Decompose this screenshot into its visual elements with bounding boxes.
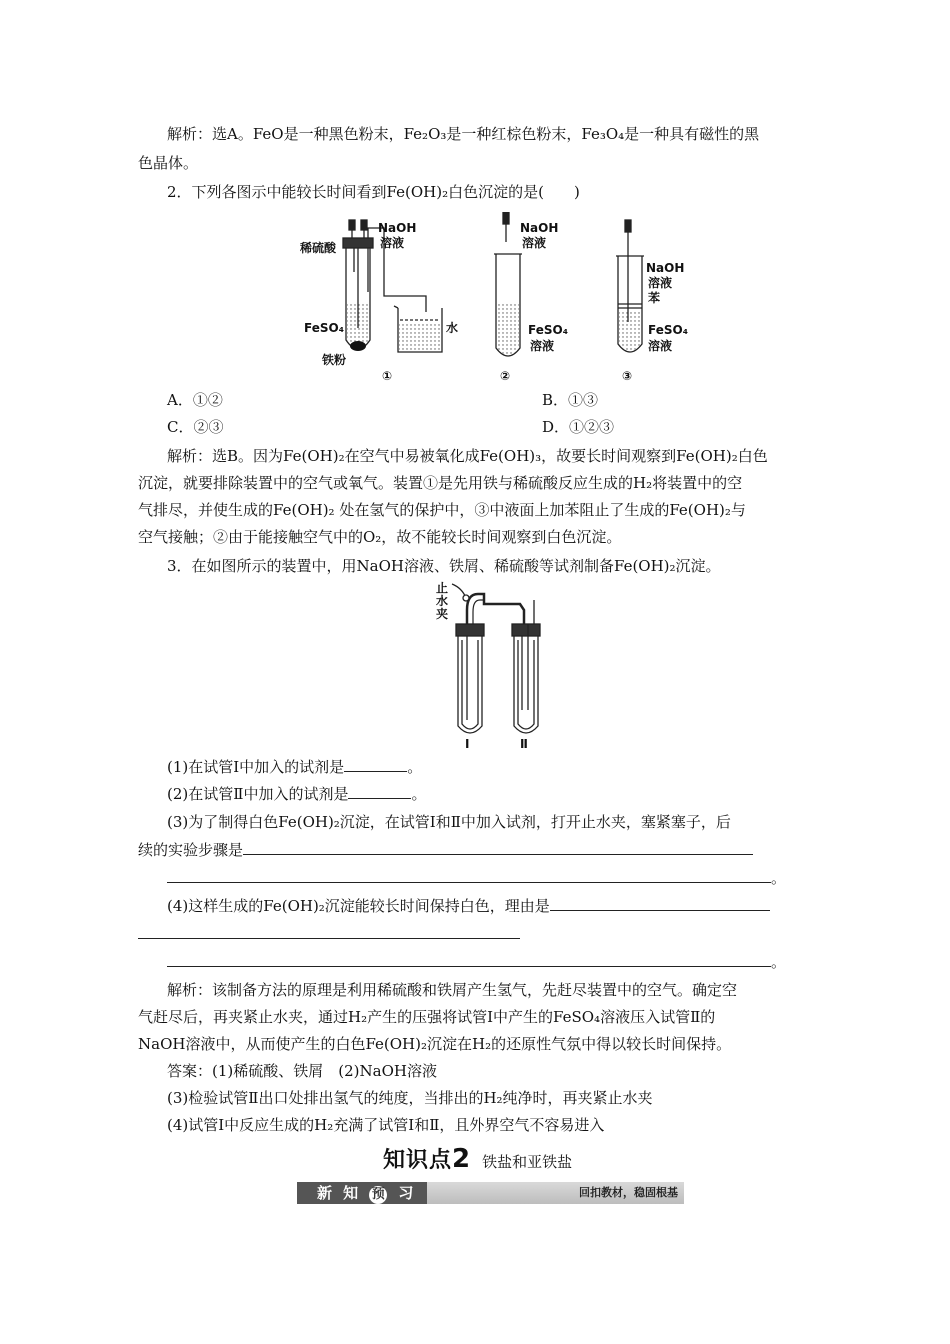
label-naoh-2: NaOH (520, 221, 559, 235)
analysis-line-2: 色晶体。 (138, 154, 199, 172)
answer-blank-1[interactable] (344, 757, 407, 772)
answer-blank-2[interactable] (348, 784, 411, 799)
label-clamp-2: 水 (436, 594, 449, 608)
option-b[interactable]: B．①③ (542, 391, 599, 409)
label-feso4-1: FeSO₄ (304, 321, 344, 335)
answer-blank-4c[interactable] (167, 952, 771, 967)
analysis-q3-line-2: 气赶尽后，再夹紧止水夹，通过H₂产生的压强将试管Ⅰ中产生的FeSO₄溶液压入试管Ⅱ的 (138, 1008, 716, 1026)
answer-blank-4b[interactable] (138, 924, 520, 939)
analysis-q2-line-4: 空气接触；②由于能接触空气中的O₂，故不能较长时间观察到白色沉淀。 (138, 528, 622, 546)
banner-char-3: 预 (369, 1186, 387, 1204)
section-subtitle: 铁盐和亚铁盐 (482, 1153, 573, 1171)
analysis-q2-line-3: 气排尽，并使生成的Fe(OH)₂ 处在氢气的保护中，③中液面上加苯阻止了生成的Fe(OH)₂与 (138, 501, 746, 519)
figure-apparatus-1-2-3 (298, 212, 698, 388)
label-feso4-3: FeSO₄ (648, 323, 688, 337)
figure-apparatus-tubes (432, 580, 552, 752)
label-solution-1a: 溶液 (380, 236, 405, 250)
q3-part-3b-text: 续的实验步骤是 (138, 841, 244, 859)
analysis-q3-line-1: 解析：该制备方法的原理是利用稀硫酸和铁屑产生氢气，先赶尽装置中的空气。确定空 (167, 981, 738, 999)
label-tube-1: Ⅰ (465, 737, 470, 751)
label-clamp-3: 夹 (436, 607, 449, 621)
section-heading (383, 1143, 572, 1174)
label-clamp-1: 止 (436, 581, 449, 595)
preview-banner (297, 1182, 684, 1204)
period: 。 (771, 869, 787, 887)
q3-part-3a: (3)为了制得白色Fe(OH)₂沉淀，在试管Ⅰ和Ⅱ中加入试剂，打开止水夹，塞紧塞子，后 (167, 813, 731, 831)
answer-blank-4a[interactable] (550, 896, 770, 911)
q3-part-2 (167, 784, 426, 804)
q3-part-1 (167, 757, 422, 777)
period: 。 (407, 758, 423, 776)
section-number: 2 (452, 1144, 471, 1174)
label-solution-3b: 溶液 (648, 339, 673, 353)
label-iron-powder: 铁粉 (322, 353, 347, 367)
banner-char-4: 习 (398, 1184, 414, 1202)
answer-line-2: (3)检验试管Ⅱ出口处排出氢气的纯度，当排出的H₂纯净时，再夹紧止水夹 (167, 1089, 653, 1107)
q3-part-4-text: (4)这样生成的Fe(OH)₂沉淀能较长时间保持白色，理由是 (167, 897, 550, 915)
answer-blank-3a[interactable] (243, 840, 753, 855)
q3-part-1-text: (1)在试管Ⅰ中加入的试剂是 (167, 758, 345, 776)
banner-char-2: 知 (343, 1184, 359, 1202)
analysis-q2-line-1: 解析：选B。因为Fe(OH)₂在空气中易被氧化成Fe(OH)₃，故要长时间观察到Fe(OH)₂白色 (167, 447, 768, 465)
analysis-line-1: 解析：选A。FeO是一种黑色粉末，Fe₂O₃是一种红棕色粉末，Fe₃O₄是一种具有磁性的黑 (167, 125, 760, 143)
period: 。 (771, 953, 787, 971)
label-naoh-3: NaOH (646, 261, 685, 275)
label-apparatus-3: ③ (622, 369, 633, 383)
label-solution-2b: 溶液 (530, 339, 555, 353)
label-benzene: 苯 (648, 291, 661, 305)
answer-line-1: 答案：(1)稀硫酸、铁屑 (2)NaOH溶液 (167, 1062, 437, 1080)
label-apparatus-1: ① (382, 369, 393, 383)
label-water: 水 (446, 321, 459, 335)
label-dilute-sulfuric: 稀硫酸 (300, 241, 337, 255)
analysis-q3-line-3: NaOH溶液中，从而使产生的白色Fe(OH)₂沉淀在H₂的还原性气氛中得以较长时间保持。 (138, 1035, 732, 1053)
label-feso4-2: FeSO₄ (528, 323, 568, 337)
banner-slogan: 回扣教材，稳固根基 (579, 1186, 678, 1199)
label-apparatus-2: ② (500, 369, 511, 383)
option-c[interactable]: C．②③ (167, 418, 224, 436)
option-d[interactable]: D．①②③ (542, 418, 615, 436)
q3-part-4b (138, 924, 520, 944)
banner-char-1: 新 (317, 1184, 333, 1202)
label-solution-2a: 溶液 (522, 236, 547, 250)
section-title: 知识点 (383, 1148, 453, 1173)
period: 。 (411, 785, 427, 803)
q3-part-3c (167, 868, 786, 888)
q3-part-3b (138, 840, 753, 860)
answer-line-3: (4)试管Ⅰ中反应生成的H₂充满了试管Ⅰ和Ⅱ，且外界空气不容易进入 (167, 1116, 605, 1134)
analysis-q2-line-2: 沉淀，就要排除装置中的空气或氧气。装置①是先用铁与稀硫酸反应生成的H₂将装置中的空 (138, 474, 743, 492)
label-naoh-1a: NaOH (378, 221, 417, 235)
q3-part-4c (167, 952, 786, 972)
q3-part-2-text: (2)在试管Ⅱ中加入的试剂是 (167, 785, 349, 803)
question-2: 2．下列各图示中能较长时间看到Fe(OH)₂白色沉淀的是( ) (167, 183, 580, 201)
question-3: 3．在如图所示的装置中，用NaOH溶液、铁屑、稀硫酸等试剂制备Fe(OH)₂沉淀。 (167, 557, 721, 575)
answer-blank-3b[interactable] (167, 868, 771, 883)
label-solution-3a: 溶液 (648, 276, 673, 290)
option-a[interactable]: A．①② (167, 391, 223, 409)
banner-label (297, 1182, 427, 1204)
q3-part-4 (167, 896, 770, 916)
label-tube-2: Ⅱ (520, 737, 528, 751)
